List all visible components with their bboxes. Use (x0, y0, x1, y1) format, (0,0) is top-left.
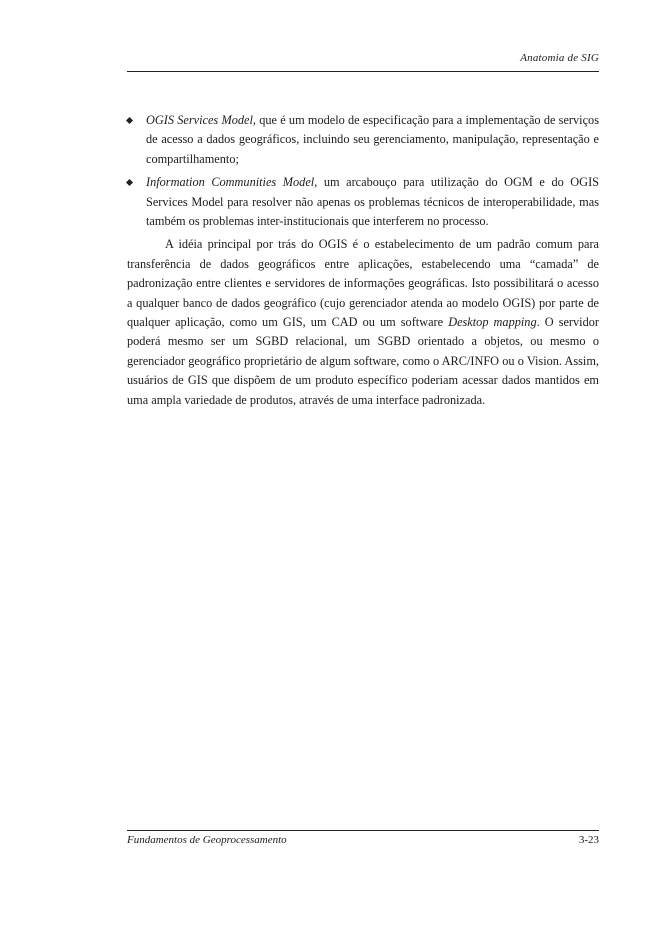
paragraph-text: . O servidor poderá mesmo ser um SGBD relacional, um SGBD orientado a objetos, ou mesmo o gerenciador geográfico proprietário de algum software, como o ARC/INFO ou o Vision. Assim, usuários de GIS que dispõem de um produto específico poderiam acessar dados mantidos em uma ampla variedade de produtos, através de uma interface padronizada. (127, 315, 599, 407)
page-header-title: Anatomia de SIG (520, 52, 599, 64)
paragraph-text: A idéia principal por trás do OGIS é o estabelecimento de um padrão comum para transferência de dados geográficos entre aplicações, estabelecendo uma “camada” de padronização entre clientes e servidores de informações geográficas. Isto possibilitará o acesso a qualquer banco de dados geográfico (cujo gerenciador atenda ao modelo OGIS) por parte de qualquer aplicação, como um GIS, um CAD ou um software (127, 237, 599, 330)
list-item (127, 111, 599, 169)
footer-book-title: Fundamentos de Geoprocessamento (127, 834, 287, 846)
header-rule-accent (237, 71, 599, 72)
body-paragraph (127, 235, 599, 410)
bullet-term: OGIS Services Model (146, 113, 253, 127)
list-item (127, 173, 599, 231)
bullet-icon (126, 179, 133, 186)
paragraph-emphasis: Desktop mapping (448, 315, 537, 330)
bullet-icon (126, 117, 133, 124)
bullet-text: , um arcabouço para utilização do OGM e do OGIS Services Model para resolver não apenas os problemas técnicos de interoperabilidade, mas também os problemas inter-institucionais que interferem no processo. (146, 175, 599, 229)
page-body (127, 111, 599, 410)
bullet-term: Information Communities Model (146, 175, 315, 190)
footer-rule (127, 830, 599, 831)
bullet-text: , que é um modelo de especificação para a implementação de serviços de acesso a dados geográficos, incluindo seu gerenciamento, manipulação, representação e compartilhamento; (146, 113, 599, 166)
page-number: 3-23 (578, 834, 599, 846)
